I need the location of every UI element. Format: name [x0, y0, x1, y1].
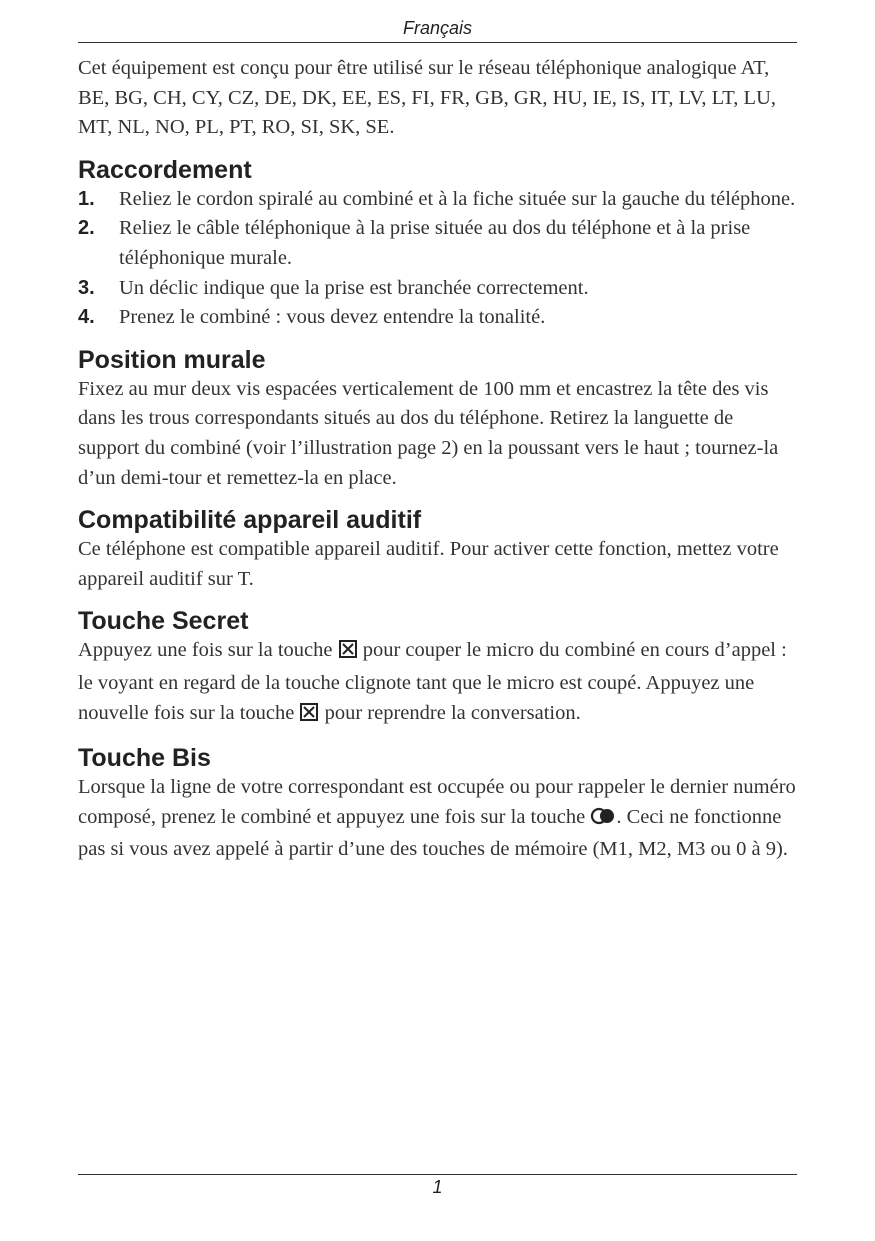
footer-divider — [78, 1174, 797, 1175]
list-item — [78, 303, 797, 333]
touche-secret-text-3: pour reprendre la conversation. — [324, 701, 581, 724]
step-number: 3. — [78, 276, 95, 299]
compatibilite-paragraph: Ce téléphone est compatible appareil auditif. Pour activer cette fonction, mettez votre appareil auditif sur T. — [78, 538, 779, 590]
page-content — [78, 54, 797, 865]
touche-secret-text-1: Appuyez une fois sur la touche — [78, 639, 333, 662]
position-murale-paragraph: Fixez au mur deux vis espacées verticalement de 100 mm et encastrez la tête des vis dans les trous correspondants situés au dos du téléphone. Retirez la languette de support du combiné (voir l’illustration page 2) en la poussant vers le haut ; tournez-la d’un demi-tour et remettez-la en place. — [78, 377, 779, 489]
list-item — [78, 185, 797, 215]
touche-bis-paragraph — [78, 773, 797, 865]
step-number: 2. — [78, 217, 95, 240]
step-text: Reliez le câble téléphonique à la prise située au dos du téléphone et à la prise téléphonique murale. — [119, 217, 751, 269]
intro-paragraph: Cet équipement est conçu pour être utilisé sur le réseau téléphonique analogique AT, BE, BG, CH, CY, CZ, DE, DK, EE, ES, FI, FR, GB, GR, HU, IE, IS, IT, LV, LT, LU, MT, NL, NO, PL, PT, RO, SI, SK, SE. — [78, 57, 777, 139]
step-text: Reliez le cordon spiralé au combiné et à la fiche située sur la gauche du téléphone. — [119, 187, 796, 210]
page-number: 1 — [432, 1177, 443, 1197]
step-number: 1. — [78, 187, 95, 210]
redial-key-icon — [590, 806, 616, 836]
touche-bis-text-2: . Ceci ne fonctionne pas si vous avez appelé à partir d’une des touches de mémoire (M1, M2, M3 ou 0 à 9). — [78, 805, 788, 861]
touche-secret-paragraph — [78, 636, 797, 731]
connection-steps-list — [78, 185, 797, 333]
mute-key-icon — [338, 639, 358, 669]
step-text: Prenez le combiné : vous devez entendre la tonalité. — [119, 306, 546, 329]
section-title-raccordement: Raccordement — [78, 155, 252, 184]
header-divider — [78, 42, 797, 43]
section-title-touche-bis: Touche Bis — [78, 744, 211, 773]
section-title-position-murale: Position murale — [78, 345, 266, 374]
section-title-touche-secret: Touche Secret — [78, 607, 249, 636]
list-item — [78, 214, 797, 273]
touche-secret-text-2: pour couper le micro du combiné en cours d’appel : le voyant en regard de la touche clignote tant que le micro est coupé. Appuyez une nouvelle fois sur la touche — [78, 639, 787, 724]
section-title-compatibilite: Compatibilité appareil auditif — [78, 506, 422, 535]
list-item — [78, 274, 797, 304]
step-number: 4. — [78, 306, 95, 329]
step-text: Un déclic indique que la prise est branchée correctement. — [119, 276, 589, 299]
touche-bis-text-1: Lorsque la ligne de votre correspondant est occupée ou pour rappeler le dernier numéro composé, prenez le combiné et appuyez une fois sur la touche — [78, 776, 796, 828]
mute-key-icon — [299, 702, 319, 732]
page-header-language: Français — [402, 18, 473, 38]
